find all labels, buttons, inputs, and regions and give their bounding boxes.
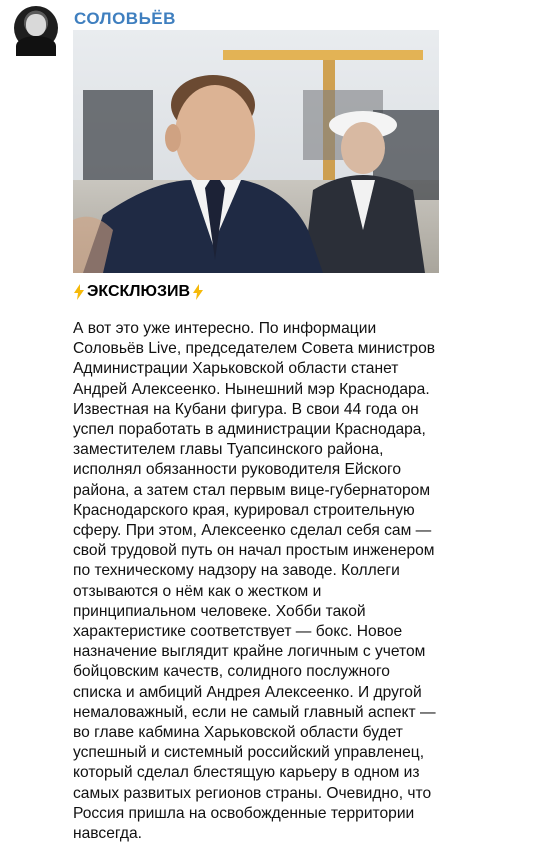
- body-line: самых развитых регионов страны. Очевидно, что: [73, 784, 432, 802]
- body-line: принципиальном человеке. Хобби такой: [73, 602, 366, 620]
- avatar-body-shape: [16, 36, 56, 56]
- post-photo[interactable]: [73, 30, 439, 273]
- body-line: списка и амбиций Андрея Алексеенко. И другой: [73, 683, 422, 701]
- body-line: немаловажный, если не самый главный аспект —: [73, 703, 436, 721]
- body-line: навсегда.: [73, 825, 142, 843]
- body-line: заместителем главы Туапсинского района,: [73, 441, 384, 459]
- body-line: Краснодарского края, курировал строительную: [73, 501, 415, 519]
- body-line: по техническому надзору на заводе. Коллеги: [73, 562, 400, 580]
- body-line: сферу. При этом, Алексеенко сделал себя сам —: [73, 522, 432, 540]
- body-line: успел поработать в администрации Краснодара,: [73, 421, 426, 439]
- body-line: свой трудовой путь он начал простым инженером: [73, 542, 435, 560]
- body-line: назначение выглядит крайне логичным с учетом: [73, 643, 426, 661]
- body-line: Соловьёв Live, председателем Совета министров: [73, 340, 436, 358]
- body-line: отзываются о нём как о жестком и: [73, 582, 322, 600]
- channel-name[interactable]: СОЛОВЬЁВ: [74, 9, 176, 28]
- post-headline: [73, 283, 204, 301]
- body-line: А вот это уже интересно. По информации: [73, 320, 377, 337]
- body-line: исполнял обязанности руководителя Ейского: [73, 461, 402, 479]
- body-line: успешный и системный российский управленец,: [73, 744, 425, 762]
- body-line: Администрации Харьковской области станет: [73, 360, 399, 378]
- body-line: бойцовским качеств, солидного послужного: [73, 663, 390, 681]
- body-line: во главе кабмина Харьковской области будет: [73, 724, 403, 742]
- body-line: Известная на Кубани фигура. В свои 44 года он: [73, 400, 419, 418]
- body-line: Андрей Алексеенко. Нынешний мэр Краснодара.: [73, 380, 430, 398]
- lightning-bolt-icon: [73, 284, 85, 300]
- body-line: который сделал блестящую карьеру в одном из: [73, 764, 420, 782]
- body-line: характеристике соответствует — бокс. Новое: [73, 623, 403, 641]
- channel-avatar[interactable]: [14, 6, 58, 50]
- headline-text: ЭКСКЛЮЗИВ: [87, 283, 191, 300]
- photo-illustration: [73, 30, 439, 273]
- body-line: района, а затем стал первым вице-губернатором: [73, 481, 431, 499]
- post-body: [73, 319, 445, 844]
- avatar-portrait-icon: [26, 14, 46, 36]
- lightning-bolt-icon: [192, 284, 204, 300]
- body-line: Россия пришла на освобожденные территории: [73, 804, 415, 822]
